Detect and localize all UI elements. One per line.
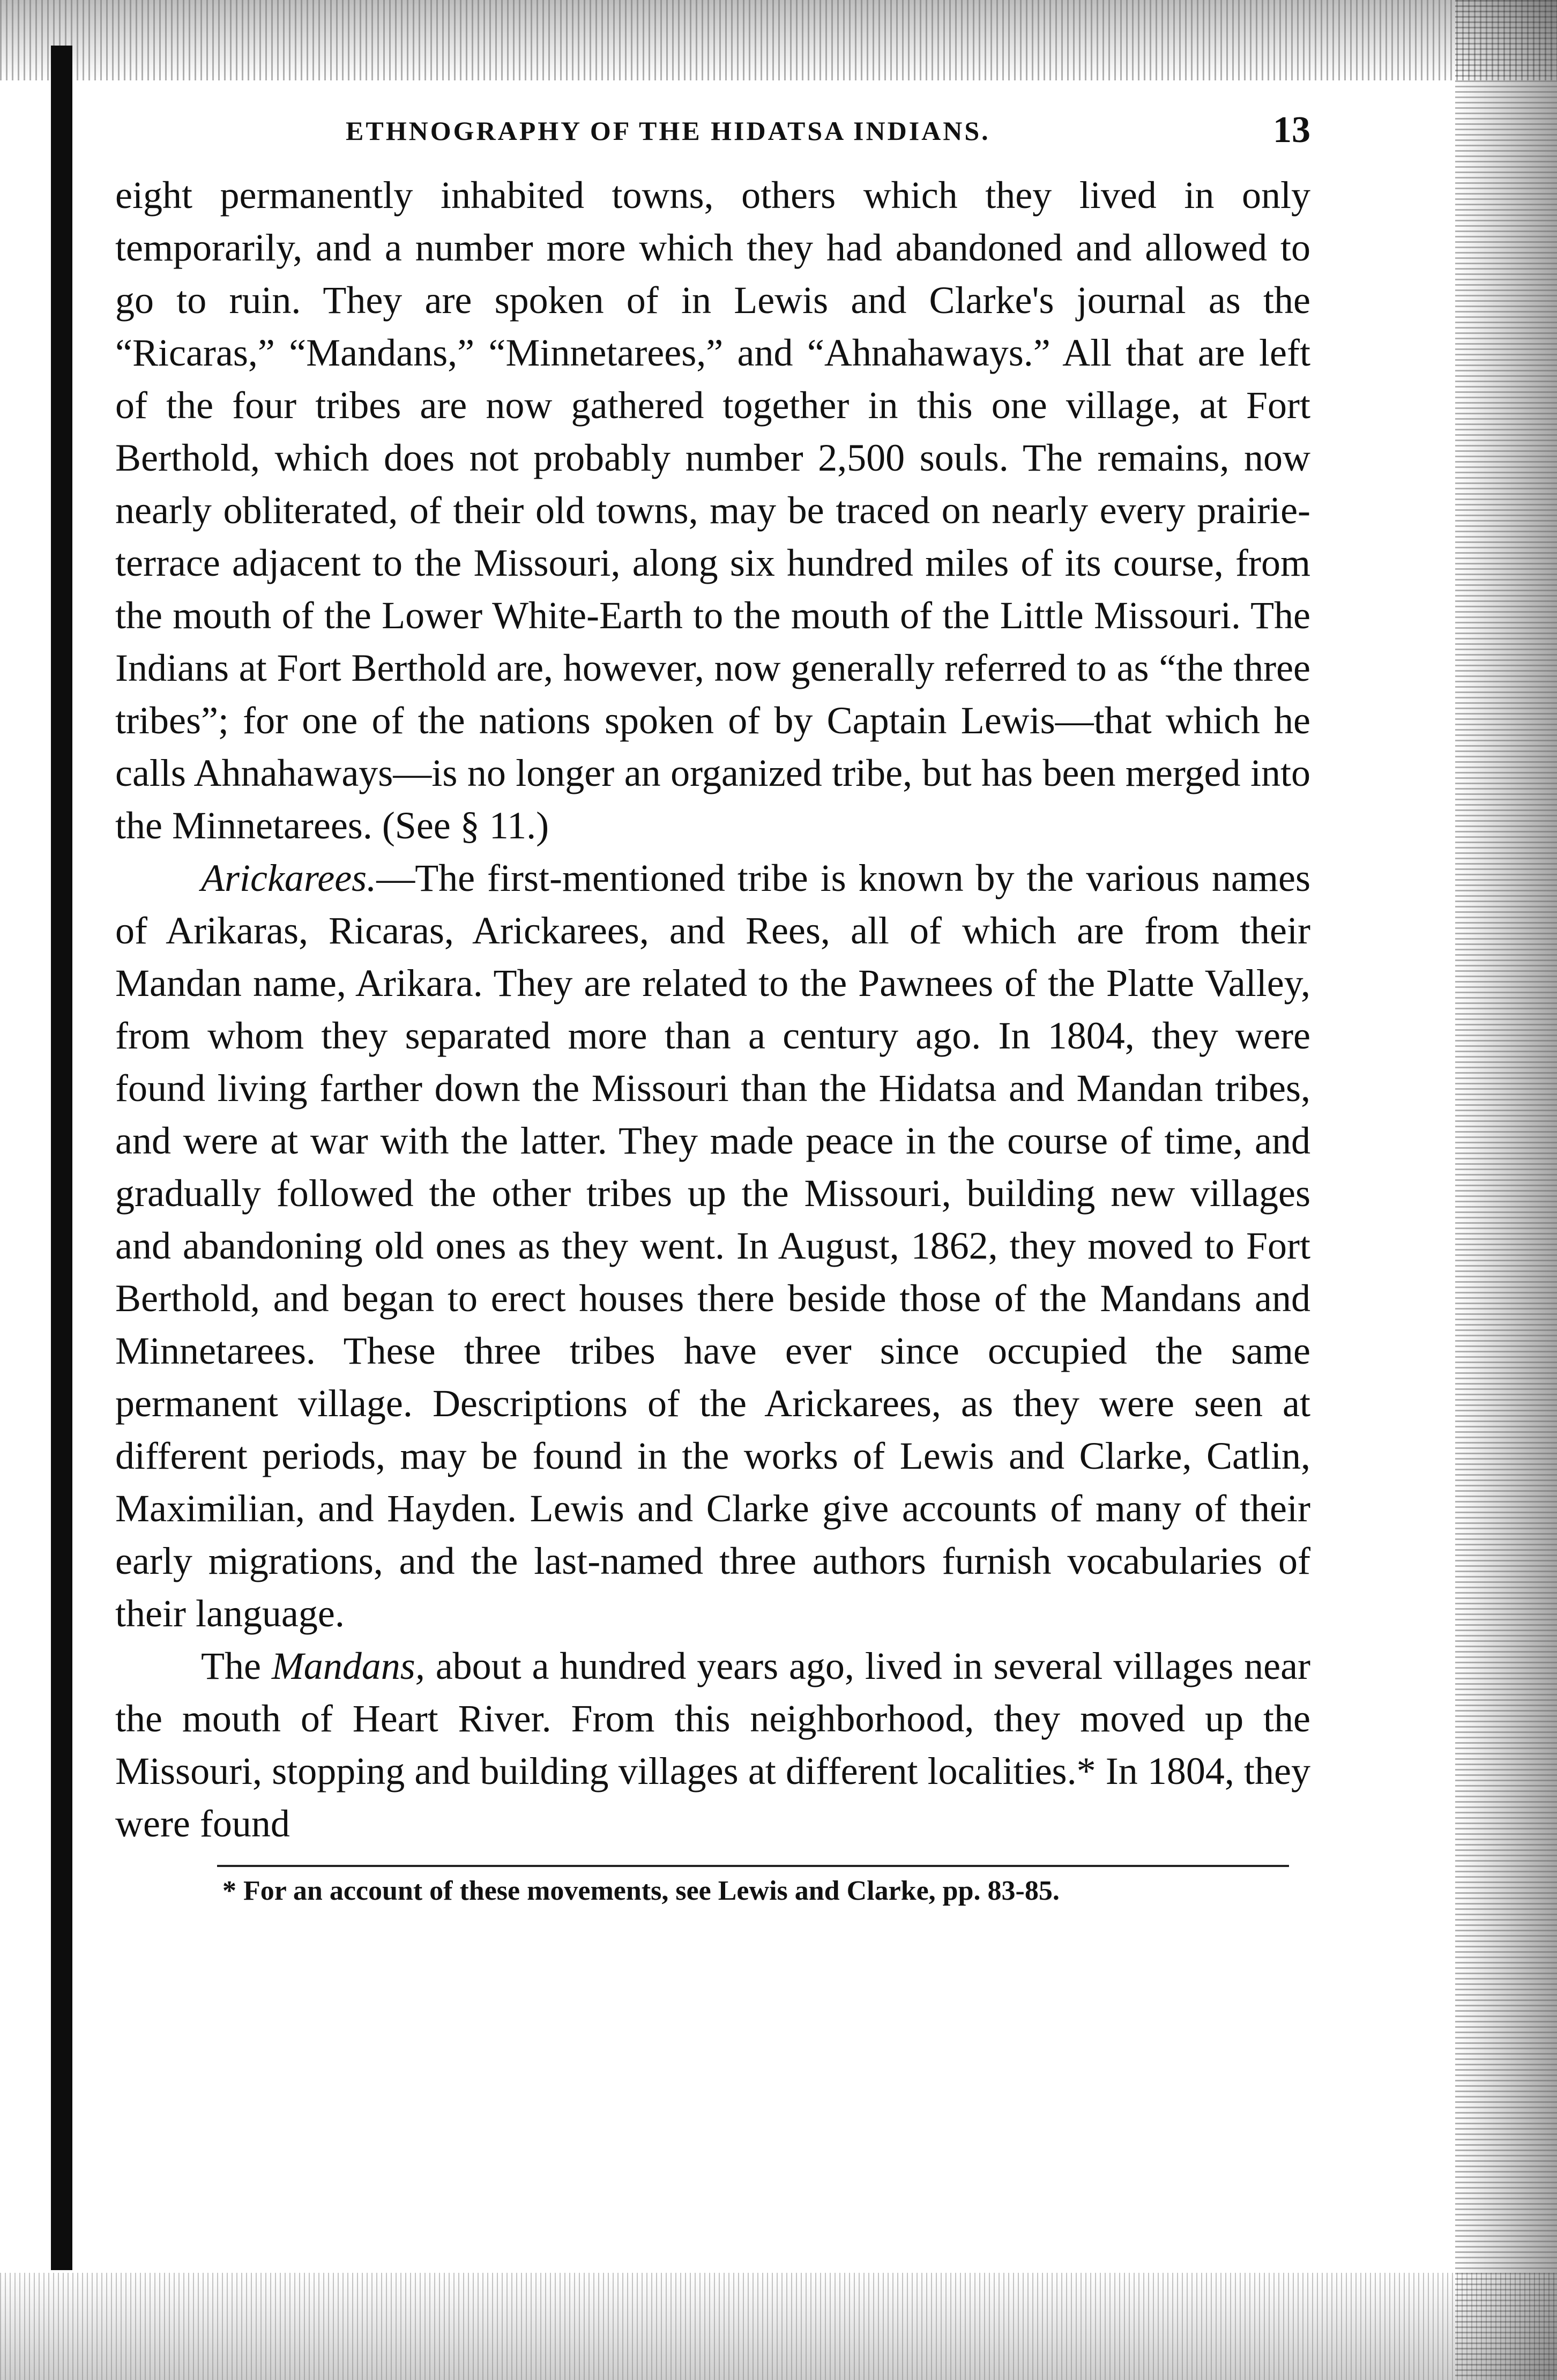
running-head-title: ETHNOGRAPHY OF THE HIDATSA INDIANS.	[346, 116, 990, 146]
scan-edge-bottom	[0, 2273, 1557, 2380]
italic-term-mandans: Mandans,	[271, 1645, 425, 1687]
scan-edge-top	[0, 0, 1557, 80]
paragraph-text: about a hundred years ago, lived in several villages near the mouth of Heart River. From this neighborhood, they moved up the Missouri, stopping and building villages at different localities.* In 1804, they were found	[115, 1645, 1311, 1845]
paragraph-mandans	[115, 1640, 1310, 1850]
paragraph-arickarees	[115, 852, 1310, 1640]
paragraph-text: eight permanently inhabited towns, others which they lived in only temporarily, and a number more which they had abandoned and allowed to go to ruin. They are spoken of in Lewis and Clarke's journal as the “Ricaras,” “Mandans,” “Minnetarees,” and “Ahnahaways.” All that are left of the four tribes are now gathered together in this one village, at Fort Berthold, which does not probably number 2,500 souls. The remains, now nearly obliterated, of their old towns, may be traced on nearly every prairie-terrace adjacent to the Missouri, along six hundred miles of its course, from the mouth of the Lower White-Earth to the mouth of the Little Missouri. The Indians at Fort Berthold are, however, now generally referred to as “the three tribes”; for one of the nations spoken of by Captain Lewis—that which he calls Ahnahaways—is no longer an organized tribe, but has been merged into the Minnetarees. (See § 11.)	[115, 174, 1310, 847]
paragraph-text: The	[201, 1645, 272, 1687]
page-number: 13	[1273, 109, 1310, 151]
footnote: * For an account of these movements, see Lewis and Clarke, pp. 83-85.	[222, 1876, 1060, 1906]
book-page	[115, 105, 1310, 1910]
footnote-rule	[217, 1865, 1289, 1867]
paragraph-continued	[115, 169, 1310, 852]
body-text	[115, 169, 1310, 1850]
running-head	[115, 105, 1310, 169]
binding-shadow-bar	[51, 46, 72, 2270]
paragraph-text: —The first-mentioned tribe is known by the various names of Arikaras, Ricaras, Arickarees, and Rees, all of which are from their Mandan name, Arikara. They are related to the Pawnees of the Platte Valley, from whom they separated more than a century ago. In 1804, they were found living farther down the Missouri than the Hidatsa and Mandan tribes, and were at war with the latter. They made peace in the course of time, and gradually followed the other tribes up the Missouri, building new villages and abandoning old ones as they went. In August, 1862, they moved to Fort Berthold, and began to erect houses there beside those of the Mandans and Minnetarees. These three tribes have ever since occupied the same permanent village. Descriptions of the Arickarees, as they were seen at different periods, may be found in the works of Lewis and Clarke, Catlin, Maximilian, and Hayden. Lewis and Clarke give accounts of many of their early migrations, and the last-named three authors furnish vocabularies of their language.	[115, 857, 1310, 1635]
scan-edge-right	[1455, 0, 1557, 2380]
section-heading-arickarees: Arickarees.	[201, 857, 377, 899]
